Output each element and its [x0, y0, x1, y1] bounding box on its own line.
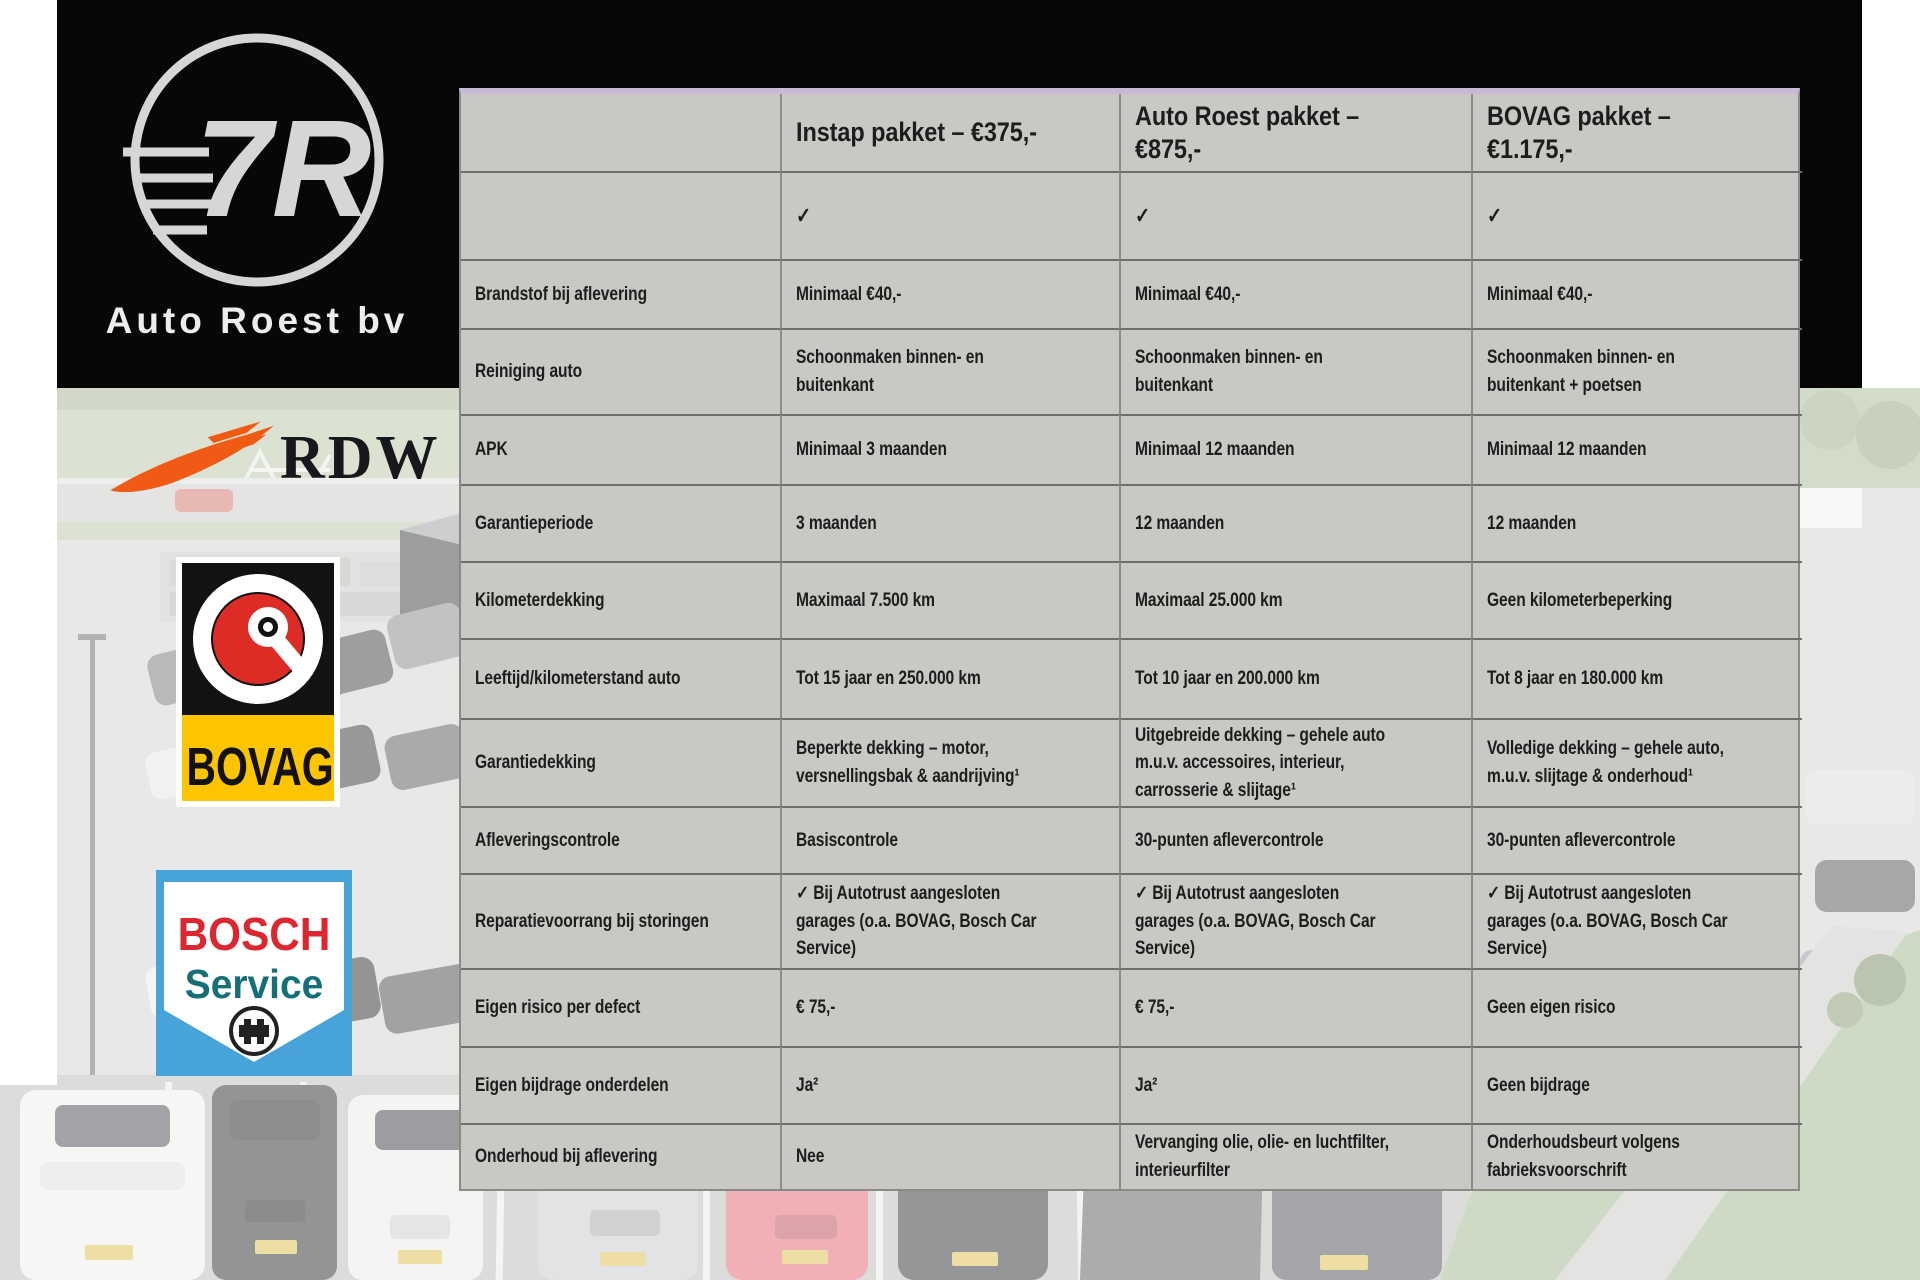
feature-value: 30-punten aflevercontrole	[1471, 806, 1802, 873]
bosch-logo	[156, 870, 352, 1081]
feature-value: Vervanging olie, olie- en luchtfilter, interieurfilter	[1119, 1123, 1471, 1189]
left-margin	[0, 0, 57, 1085]
feature-value: Minimaal 3 maanden	[780, 414, 1119, 484]
package-column-header: Auto Roest pakket – €875,-	[1119, 94, 1471, 171]
feature-value: Geen bijdrage	[1471, 1046, 1802, 1123]
feature-value: Nee	[780, 1123, 1119, 1189]
feature-value: Tot 8 jaar en 180.000 km	[1471, 638, 1802, 718]
package-column-header: BOVAG pakket – €1.175,-	[1471, 94, 1802, 171]
feature-label: Reiniging auto	[461, 328, 780, 414]
feature-value: Schoonmaken binnen- en buitenkant	[780, 328, 1119, 414]
feature-value: 30-punten aflevercontrole	[1119, 806, 1471, 873]
feature-value: Minimaal €40,-	[1471, 259, 1802, 328]
monogram-text: 7R	[195, 92, 372, 246]
feature-label: Leeftijd/kilometerstand auto	[461, 638, 780, 718]
package-column-header: Instap pakket – €375,-	[780, 94, 1119, 171]
feature-label: Kilometerdekking	[461, 561, 780, 638]
feature-value: Minimaal 12 maanden	[1119, 414, 1471, 484]
bosch-wordmark: BOSCH	[177, 909, 331, 961]
feature-value: Uitgebreide dekking – gehele auto m.u.v. accessoires, interieur, carrosserie & slijtage¹	[1119, 718, 1471, 806]
feature-label: Afleveringscontrole	[461, 806, 780, 873]
bosch-service-sign	[156, 870, 352, 1076]
feature-value: ✓ Bij Autotrust aangesloten garages (o.a. BOVAG, Bosch Car Service)	[780, 873, 1119, 968]
feature-value: ✓ Bij Autotrust aangesloten garages (o.a. BOVAG, Bosch Car Service)	[1119, 873, 1471, 968]
included-check-icon: ✓	[780, 171, 1119, 259]
feature-column-header	[461, 94, 780, 171]
feature-label: APK	[461, 414, 780, 484]
feature-label: Brandstof bij aflevering	[461, 259, 780, 328]
included-check-icon: ✓	[1119, 171, 1471, 259]
feature-value: Ja²	[1119, 1046, 1471, 1123]
feature-value: Onderhoudsbeurt volgens fabrieksvoorschrift	[1471, 1123, 1802, 1189]
feature-value: 12 maanden	[1471, 484, 1802, 561]
bovag-emblem-icon	[176, 557, 340, 807]
feature-value: ✓ Bij Autotrust aangesloten garages (o.a. BOVAG, Bosch Car Service)	[1471, 873, 1802, 968]
feature-label	[461, 171, 780, 259]
feature-value: Basiscontrole	[780, 806, 1119, 873]
bovag-wordmark: BOVAG	[186, 737, 334, 798]
feature-value: 3 maanden	[780, 484, 1119, 561]
feature-value: Beperkte dekking – motor, versnellingsbak & aandrijving¹	[780, 718, 1119, 806]
feature-value: Ja²	[780, 1046, 1119, 1123]
feature-value: Maximaal 25.000 km	[1119, 561, 1471, 638]
bosch-service-label: Service	[184, 962, 324, 1008]
feature-label: Onderhoud bij aflevering	[461, 1123, 780, 1189]
feature-value: Schoonmaken binnen- en buitenkant + poetsen	[1471, 328, 1802, 414]
feature-value: 12 maanden	[1119, 484, 1471, 561]
feature-value: Volledige dekking – gehele auto, m.u.v. slijtage & onderhoud¹	[1471, 718, 1802, 806]
feature-value: € 75,-	[780, 968, 1119, 1046]
auto-roest-logo	[57, 0, 457, 388]
feature-value: Geen kilometerbeperking	[1471, 561, 1802, 638]
feature-value: Geen eigen risico	[1471, 968, 1802, 1046]
feature-value: Minimaal €40,-	[1119, 259, 1471, 328]
rdw-logo	[106, 408, 441, 508]
package-comparison-table	[459, 88, 1800, 1191]
rdw-wordmark: RDW	[280, 423, 441, 492]
feature-label: Eigen bijdrage onderdelen	[461, 1046, 780, 1123]
feature-value: Schoonmaken binnen- en buitenkant	[1119, 328, 1471, 414]
feature-value: Minimaal €40,-	[780, 259, 1119, 328]
feature-label: Garantieperiode	[461, 484, 780, 561]
right-margin	[1862, 0, 1920, 388]
bovag-logo	[176, 557, 340, 812]
feature-label: Garantiedekking	[461, 718, 780, 806]
feature-label: Reparatievoorrang bij storingen	[461, 873, 780, 968]
feature-value: Tot 10 jaar en 200.000 km	[1119, 638, 1471, 718]
included-check-icon: ✓	[1471, 171, 1802, 259]
feature-value: Tot 15 jaar en 250.000 km	[780, 638, 1119, 718]
feature-value: Maximaal 7.500 km	[780, 561, 1119, 638]
feature-label: Eigen risico per defect	[461, 968, 780, 1046]
feature-value: € 75,-	[1119, 968, 1471, 1046]
rdw-swoosh-icon	[106, 408, 278, 508]
dealer-name: Auto Roest bv	[105, 300, 409, 341]
feature-value: Minimaal 12 maanden	[1471, 414, 1802, 484]
